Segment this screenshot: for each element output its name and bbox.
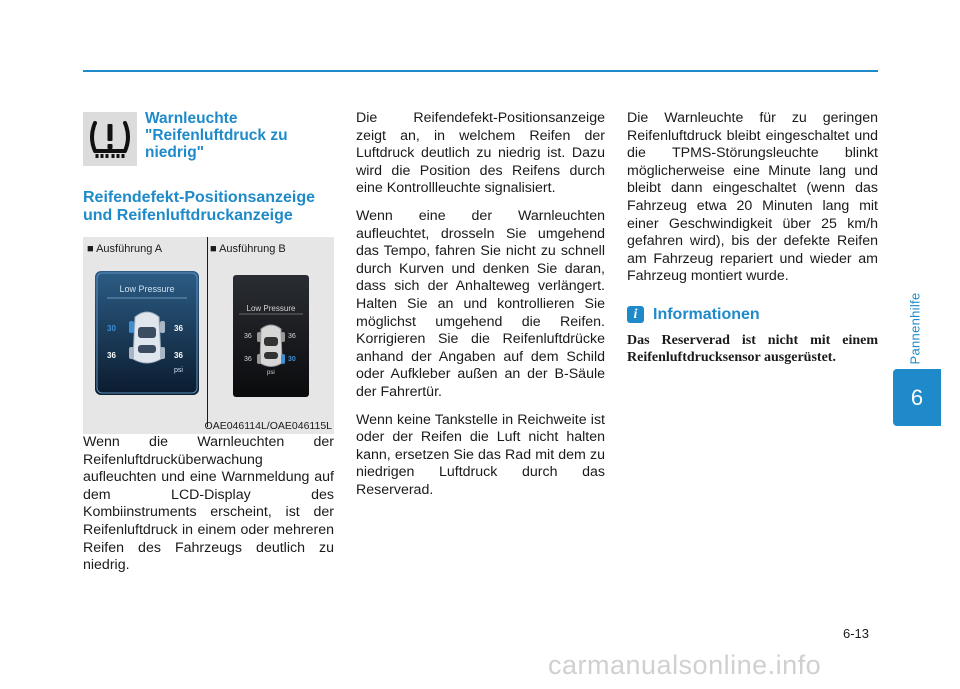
page-number: 6-13 — [843, 626, 870, 641]
screen-b-fl: 36 — [244, 333, 252, 340]
display-screen-b — [233, 275, 309, 397]
car-top-view-icon — [129, 312, 165, 363]
display-screen-a — [95, 271, 199, 395]
paragraph: Wenn die Warnleuchten der Reifenluftdrucküberwachung aufleuchten und eine Warnmeldung auf dem LCD-Display des Kombiinstruments erscheint, ist der Reifenluftdruck in einem oder mehreren Reifen des Fahrzeugs deutlich zu niedrig. — [83, 434, 334, 574]
info-text: Das Reserverad ist nicht mit einem Reifenluftdrucksensor ausgerüstet. — [627, 332, 878, 365]
warning-light-title: Warnleuchte "Reifenluftdruck zu niedrig" — [145, 110, 288, 161]
car-top-view-icon — [257, 325, 285, 367]
screen-a-fr: 36 — [174, 324, 183, 333]
section-heading: Reifendefekt-Positionsanzeige und Reifenluftdruckanzeige — [83, 189, 316, 224]
info-title: Informationen — [653, 305, 760, 323]
figure-tpms-displays — [83, 237, 334, 434]
side-section-label — [885, 288, 945, 368]
paragraph: Wenn keine Tankstelle in Reichweite ist oder der Reifen die Luft nicht halten kann, ersetzen Sie das Rad mit dem zu niedrigen Luftdruck durch das Reserverad. — [356, 411, 605, 498]
screen-a-title: Low Pressure — [119, 284, 175, 294]
screen-b-fr: 36 — [288, 333, 296, 340]
paragraph: Die Warnleuchte für zu geringen Reifenluftdruck bleibt eingeschaltet und die TPMS-Störungsleuchte blinkt möglicherweise eine Minute lang und bleibt dann eingeschaltet (wenn das Fahrzeug etwa 20 Minuten lang mit einer Geschwindigkeit über 25 km/h gefahren wird), bis der defekte Reifen am Fahrzeug repariert und wieder am Fahrzeug montiert wurde. — [627, 110, 878, 285]
info-icon: i — [627, 306, 644, 323]
screen-b-title: Low Pressure — [246, 304, 296, 313]
screen-a-unit: psi — [174, 367, 183, 374]
screen-a-rl: 36 — [107, 351, 116, 360]
figure-code: OAE046114L/OAE046115L — [204, 420, 332, 432]
figure-divider — [207, 237, 208, 427]
paragraph: Die Reifendefekt-Positionsanzeige zeigt an, in welchem Reifen der Luftdruck deutlich zu niedrig ist. Dazu wird die Position des Reifens durch eine Kontrollleuchte signalisiert. — [356, 110, 605, 197]
screen-a-fl: 30 — [107, 324, 116, 333]
column-3 — [627, 110, 878, 366]
column-1 — [83, 110, 334, 585]
screen-b-rl: 36 — [244, 356, 252, 363]
screen-b-unit: psi — [267, 370, 275, 376]
figure-label-a: ■ Ausführung A — [87, 243, 163, 255]
info-heading — [627, 306, 878, 324]
side-label-text: Pannenhilfe — [907, 292, 923, 364]
screen-b-rr: 30 — [288, 356, 296, 363]
tire-pressure-warning-icon — [83, 112, 137, 166]
warning-row — [83, 110, 334, 172]
figure-label-b: ■ Ausführung B — [210, 243, 286, 255]
chapter-tab: 6 — [893, 369, 941, 426]
screen-a-rr: 36 — [174, 351, 183, 360]
column-2 — [356, 110, 605, 509]
top-rule — [83, 70, 878, 72]
paragraph: Wenn eine der Warnleuchten aufleuchtet, drosseln Sie umgehend das Tempo, fahren Sie nicht zu schnell durch Kurven und denken Sie daran, dass sich der Anhalteweg verlängert. Halten Sie an und kontrollieren Sie möglichst umgehend die Reifen. Korrigieren Sie die Reifenluftdrücke anhand der Angaben auf dem Schild oder Aufkleber außen an der B-Säule der Fahrertür. — [356, 207, 605, 400]
watermark: carmanualsonline.info — [548, 650, 822, 680]
